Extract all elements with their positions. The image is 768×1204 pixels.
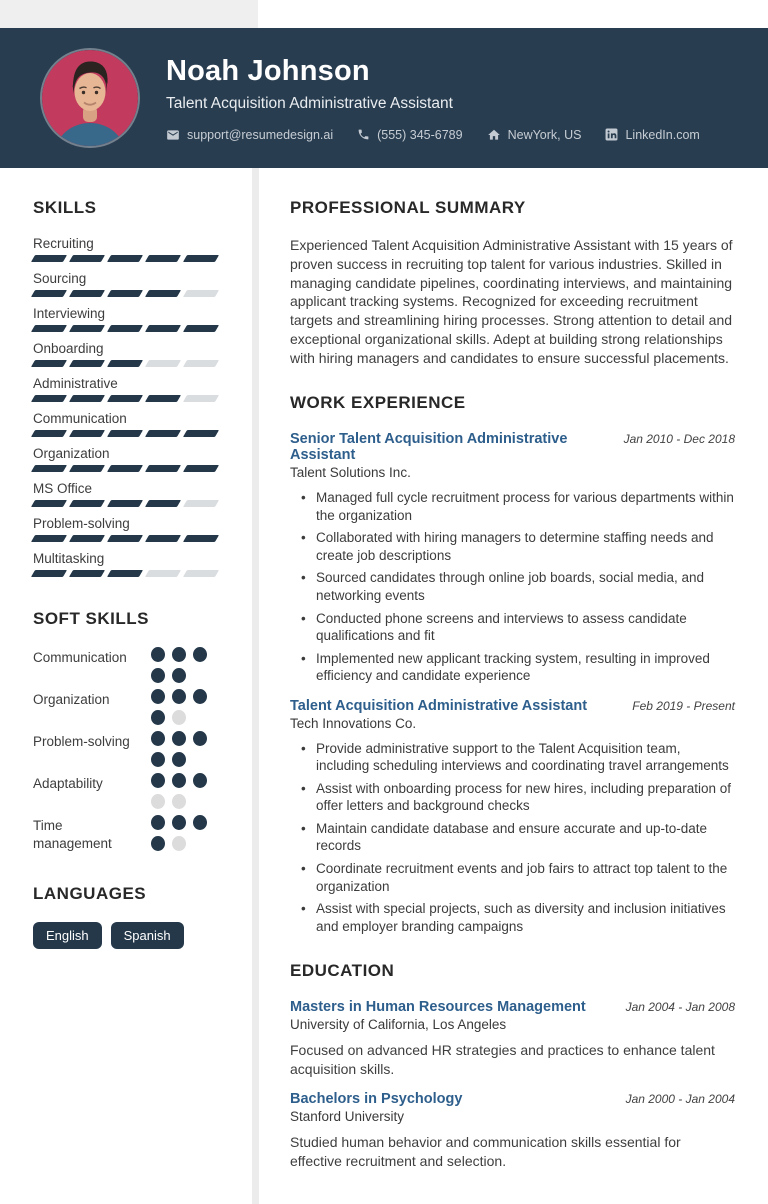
- contact-row: [166, 128, 700, 142]
- job-company: Talent Solutions Inc.: [290, 465, 411, 481]
- job-bullet: • Managed full cycle recruitment process for various departments within the organization: [290, 489, 735, 524]
- soft-skill-dot: [151, 836, 165, 851]
- soft-skill-dot: [172, 731, 186, 746]
- skill-bar-segment: [183, 430, 219, 437]
- skill-bar-segment: [145, 360, 181, 367]
- skill-bar-segment: [183, 395, 219, 402]
- skill-bar-segment: [69, 255, 105, 262]
- linkedin-icon: [605, 128, 618, 141]
- sidebar: [0, 168, 252, 1204]
- skill-bar-segment: [145, 325, 181, 332]
- resume-header: [0, 28, 768, 168]
- contact-linkedin-text: LinkedIn.com: [625, 127, 700, 142]
- languages-heading: LANGUAGES: [33, 884, 147, 904]
- summary-heading: PROFESSIONAL SUMMARY: [290, 198, 526, 217]
- soft-skill-row: [33, 773, 222, 809]
- job-entry: [290, 698, 735, 935]
- skill-bar-segment: [145, 430, 181, 437]
- skills-heading: SKILLS: [33, 198, 97, 217]
- job-bullet: • Assist with special projects, such as diversity and inclusion initiatives and employer branding campaigns: [290, 900, 735, 935]
- skill-bar-segment: [107, 290, 143, 297]
- skill-label: Interviewing: [33, 306, 106, 321]
- skill-bar: [33, 465, 222, 472]
- soft-skill-dot: [172, 668, 186, 683]
- skill-bar: [33, 290, 222, 297]
- top-strip-white-block: [258, 0, 768, 28]
- skill-label: Communication: [33, 411, 127, 426]
- top-strip-gray-block: [0, 0, 258, 28]
- soft-skill-dots: [151, 731, 222, 767]
- soft-skill-dots: [151, 773, 222, 809]
- soft-skill-dot: [151, 731, 165, 746]
- soft-skill-dot: [193, 647, 207, 662]
- soft-skill-dots: [151, 647, 222, 683]
- skill-bar-segment: [69, 290, 105, 297]
- skill-label: Recruiting: [33, 236, 94, 251]
- skill-bar-segment: [183, 535, 219, 542]
- skill-bar-segment: [31, 325, 67, 332]
- soft-skill-row: [33, 647, 222, 683]
- job-entry-head: [290, 698, 735, 714]
- skill-label: Problem-solving: [33, 516, 130, 531]
- skill-bar-segment: [107, 500, 143, 507]
- skill-item: [33, 236, 222, 262]
- soft-skill-dot: [151, 647, 165, 662]
- skill-item: [33, 306, 222, 332]
- soft-skill-dot: [172, 815, 186, 830]
- soft-skills-heading: SOFT SKILLS: [33, 609, 149, 628]
- job-bullet: • Maintain candidate database and ensure accurate and up-to-date records: [290, 820, 735, 855]
- job-bullet: • Provide administrative support to the Talent Acquisition team, including scheduling interviews and coordinating travel arrangements: [290, 740, 735, 775]
- soft-skill-dots: [151, 689, 222, 725]
- education-heading: EDUCATION: [290, 961, 395, 981]
- email-icon: [166, 128, 180, 142]
- avatar: [42, 50, 138, 146]
- skill-label: Sourcing: [33, 271, 87, 286]
- soft-skill-dot: [151, 689, 165, 704]
- skill-bar-segment: [31, 465, 67, 472]
- skill-item: [33, 376, 222, 402]
- avatar-illustration: [42, 50, 138, 146]
- education-entry: [290, 999, 735, 1078]
- soft-skill-dot: [151, 794, 165, 809]
- skill-item: [33, 411, 222, 437]
- soft-skill-dot: [151, 773, 165, 788]
- skill-bar-segment: [31, 570, 67, 577]
- skill-bar-segment: [107, 395, 143, 402]
- school-name: Stanford University: [290, 1109, 405, 1125]
- soft-skill-dots: [151, 815, 222, 852]
- skill-bar-segment: [183, 500, 219, 507]
- skill-label: MS Office: [33, 481, 93, 496]
- soft-skill-label: Problem-solving: [33, 734, 130, 749]
- education-description: Focused on advanced HR strategies and practices to enhance talent acquisition skills.: [290, 1042, 715, 1077]
- soft-skill-dot: [172, 836, 186, 851]
- skill-bar-segment: [69, 500, 105, 507]
- education-dates: Jan 2000 - Jan 2004: [625, 1092, 735, 1107]
- skill-bar-segment: [183, 290, 219, 297]
- skill-bar-segment: [183, 360, 219, 367]
- skill-bar-segment: [145, 290, 181, 297]
- job-bullet-list: [290, 740, 735, 935]
- skill-bar-segment: [183, 465, 219, 472]
- soft-skill-label: Adaptability: [33, 776, 103, 791]
- job-entry-head: [290, 431, 735, 463]
- skill-bar-segment: [107, 570, 143, 577]
- skill-bar: [33, 500, 222, 507]
- skill-bar: [33, 570, 222, 577]
- skill-bar-segment: [107, 255, 143, 262]
- education-entry-head: [290, 999, 735, 1015]
- skill-item: [33, 271, 222, 297]
- soft-skill-dot: [151, 752, 165, 767]
- skill-bar-segment: [31, 500, 67, 507]
- soft-skill-dot: [172, 794, 186, 809]
- job-title: Senior Talent Acquisition Administrative Assistant: [290, 431, 568, 464]
- summary-text: Experienced Talent Acquisition Administrative Assistant with 15 years of proven success in recruiting top talent for various industries. Skilled in managing candidate pipelines, coordinating interviews, and maintaining applicant tracking systems. Recognized for exceeding recruitment targets and streamlining hiring processes. Strong attention to detail and exceptional organizational skills. Adept at building strong relationships with hiring managers and candidates to ensure successful placements.: [290, 237, 733, 366]
- skill-bar: [33, 360, 222, 367]
- job-bullet: • Collaborated with hiring managers to determine staffing needs and create job descriptions: [290, 529, 735, 564]
- skill-bar-segment: [183, 255, 219, 262]
- skill-bar-segment: [69, 430, 105, 437]
- person-job-title: Talent Acquisition Administrative Assistant: [166, 94, 453, 112]
- skill-bar-segment: [69, 360, 105, 367]
- job-bullet: • Implemented new applicant tracking system, resulting in improved efficiency and candidate experience: [290, 650, 735, 685]
- skill-item: [33, 551, 222, 577]
- soft-skill-row: [33, 815, 222, 852]
- job-bullet-list: [290, 489, 735, 684]
- jobs-list: [290, 431, 735, 935]
- soft-skill-dot: [193, 731, 207, 746]
- column-divider: [252, 168, 259, 1204]
- degree-title: Masters in Human Resources Management: [290, 999, 586, 1016]
- skill-bar-segment: [69, 535, 105, 542]
- soft-skills-list: [33, 647, 222, 852]
- skill-label: Organization: [33, 446, 110, 461]
- language-badge: English: [33, 922, 102, 949]
- experience-heading: WORK EXPERIENCE: [290, 393, 466, 413]
- contact-phone-text: (555) 345-6789: [377, 127, 463, 142]
- contact-email-text: support@resumedesign.ai: [187, 127, 334, 142]
- skill-bar-segment: [31, 290, 67, 297]
- skill-bar: [33, 325, 222, 332]
- skill-item: [33, 446, 222, 472]
- skill-label: Onboarding: [33, 341, 104, 356]
- skill-bar-segment: [145, 255, 181, 262]
- contact-phone[interactable]: [357, 128, 462, 142]
- contact-location[interactable]: [487, 128, 582, 142]
- skill-bar-segment: [69, 465, 105, 472]
- education-entry-head: [290, 1091, 735, 1107]
- skill-bar-segment: [145, 395, 181, 402]
- school-name: University of California, Los Angeles: [290, 1017, 507, 1033]
- main-column: [259, 168, 768, 1204]
- soft-skill-dot: [151, 668, 165, 683]
- language-badge: Spanish: [111, 922, 184, 949]
- skill-bar-segment: [145, 465, 181, 472]
- contact-linkedin[interactable]: [605, 128, 699, 142]
- skill-item: [33, 341, 222, 367]
- skill-bar: [33, 430, 222, 437]
- job-dates: Jan 2010 - Dec 2018: [623, 432, 735, 447]
- languages-list: [33, 922, 222, 949]
- skills-list: [33, 236, 222, 577]
- skill-bar-segment: [107, 465, 143, 472]
- skill-bar-segment: [145, 570, 181, 577]
- skill-bar-segment: [69, 570, 105, 577]
- skill-bar: [33, 395, 222, 402]
- skill-bar-segment: [31, 395, 67, 402]
- skill-bar-segment: [69, 325, 105, 332]
- skill-bar-segment: [183, 570, 219, 577]
- skill-bar-segment: [145, 500, 181, 507]
- job-dates: Feb 2019 - Present: [632, 698, 735, 713]
- skill-bar-segment: [107, 430, 143, 437]
- skill-bar: [33, 535, 222, 542]
- skill-label: Multitasking: [33, 551, 105, 566]
- skill-bar-segment: [107, 535, 143, 542]
- job-entry: [290, 431, 735, 684]
- education-dates: Jan 2004 - Jan 2008: [625, 1000, 735, 1015]
- phone-icon: [357, 128, 370, 141]
- skill-bar-segment: [31, 255, 67, 262]
- education-entry: [290, 1091, 735, 1170]
- education-description: Studied human behavior and communication skills essential for effective recruitment and selection.: [290, 1134, 681, 1170]
- job-title: Talent Acquisition Administrative Assistant: [290, 697, 588, 714]
- skill-bar: [33, 255, 222, 262]
- soft-skill-dot: [172, 647, 186, 662]
- soft-skill-dot: [193, 815, 207, 830]
- skill-bar-segment: [107, 360, 143, 367]
- job-company: Tech Innovations Co.: [290, 715, 417, 731]
- contact-location-text: NewYork, US: [507, 127, 582, 142]
- soft-skill-dot: [151, 815, 165, 830]
- skill-item: [33, 481, 222, 507]
- top-strip: [0, 0, 768, 28]
- home-icon: [487, 128, 501, 142]
- skill-bar-segment: [31, 535, 67, 542]
- soft-skill-dot: [193, 689, 207, 704]
- skill-bar-segment: [107, 325, 143, 332]
- person-name: Noah Johnson: [166, 54, 370, 87]
- soft-skill-row: [33, 689, 222, 725]
- soft-skill-dot: [172, 710, 186, 725]
- soft-skill-dot: [151, 710, 165, 725]
- job-bullet: • Sourced candidates through online job boards, social media, and networking events: [290, 569, 735, 604]
- skill-bar-segment: [183, 325, 219, 332]
- job-bullet: • Assist with onboarding process for new hires, including preparation of offer letters and background checks: [290, 780, 735, 815]
- soft-skill-dot: [172, 773, 186, 788]
- skill-bar-segment: [31, 430, 67, 437]
- job-bullet: • Coordinate recruitment events and job fairs to attract top talent to the organization: [290, 860, 735, 895]
- soft-skill-label: Organization: [33, 692, 110, 707]
- skill-bar-segment: [69, 395, 105, 402]
- soft-skill-label: Communication: [33, 650, 127, 665]
- skill-label: Administrative: [33, 376, 118, 391]
- soft-skill-row: [33, 731, 222, 767]
- soft-skill-dot: [172, 752, 186, 767]
- skill-item: [33, 516, 222, 542]
- soft-skill-label: Time management: [33, 818, 112, 851]
- contact-email[interactable]: [166, 128, 333, 142]
- degree-title: Bachelors in Psychology: [290, 1091, 463, 1108]
- education-list: [290, 999, 735, 1170]
- soft-skill-dot: [193, 773, 207, 788]
- job-bullet: • Conducted phone screens and interviews to assess candidate qualifications and fit: [290, 610, 735, 645]
- soft-skill-dot: [172, 689, 186, 704]
- skill-bar-segment: [145, 535, 181, 542]
- skill-bar-segment: [31, 360, 67, 367]
